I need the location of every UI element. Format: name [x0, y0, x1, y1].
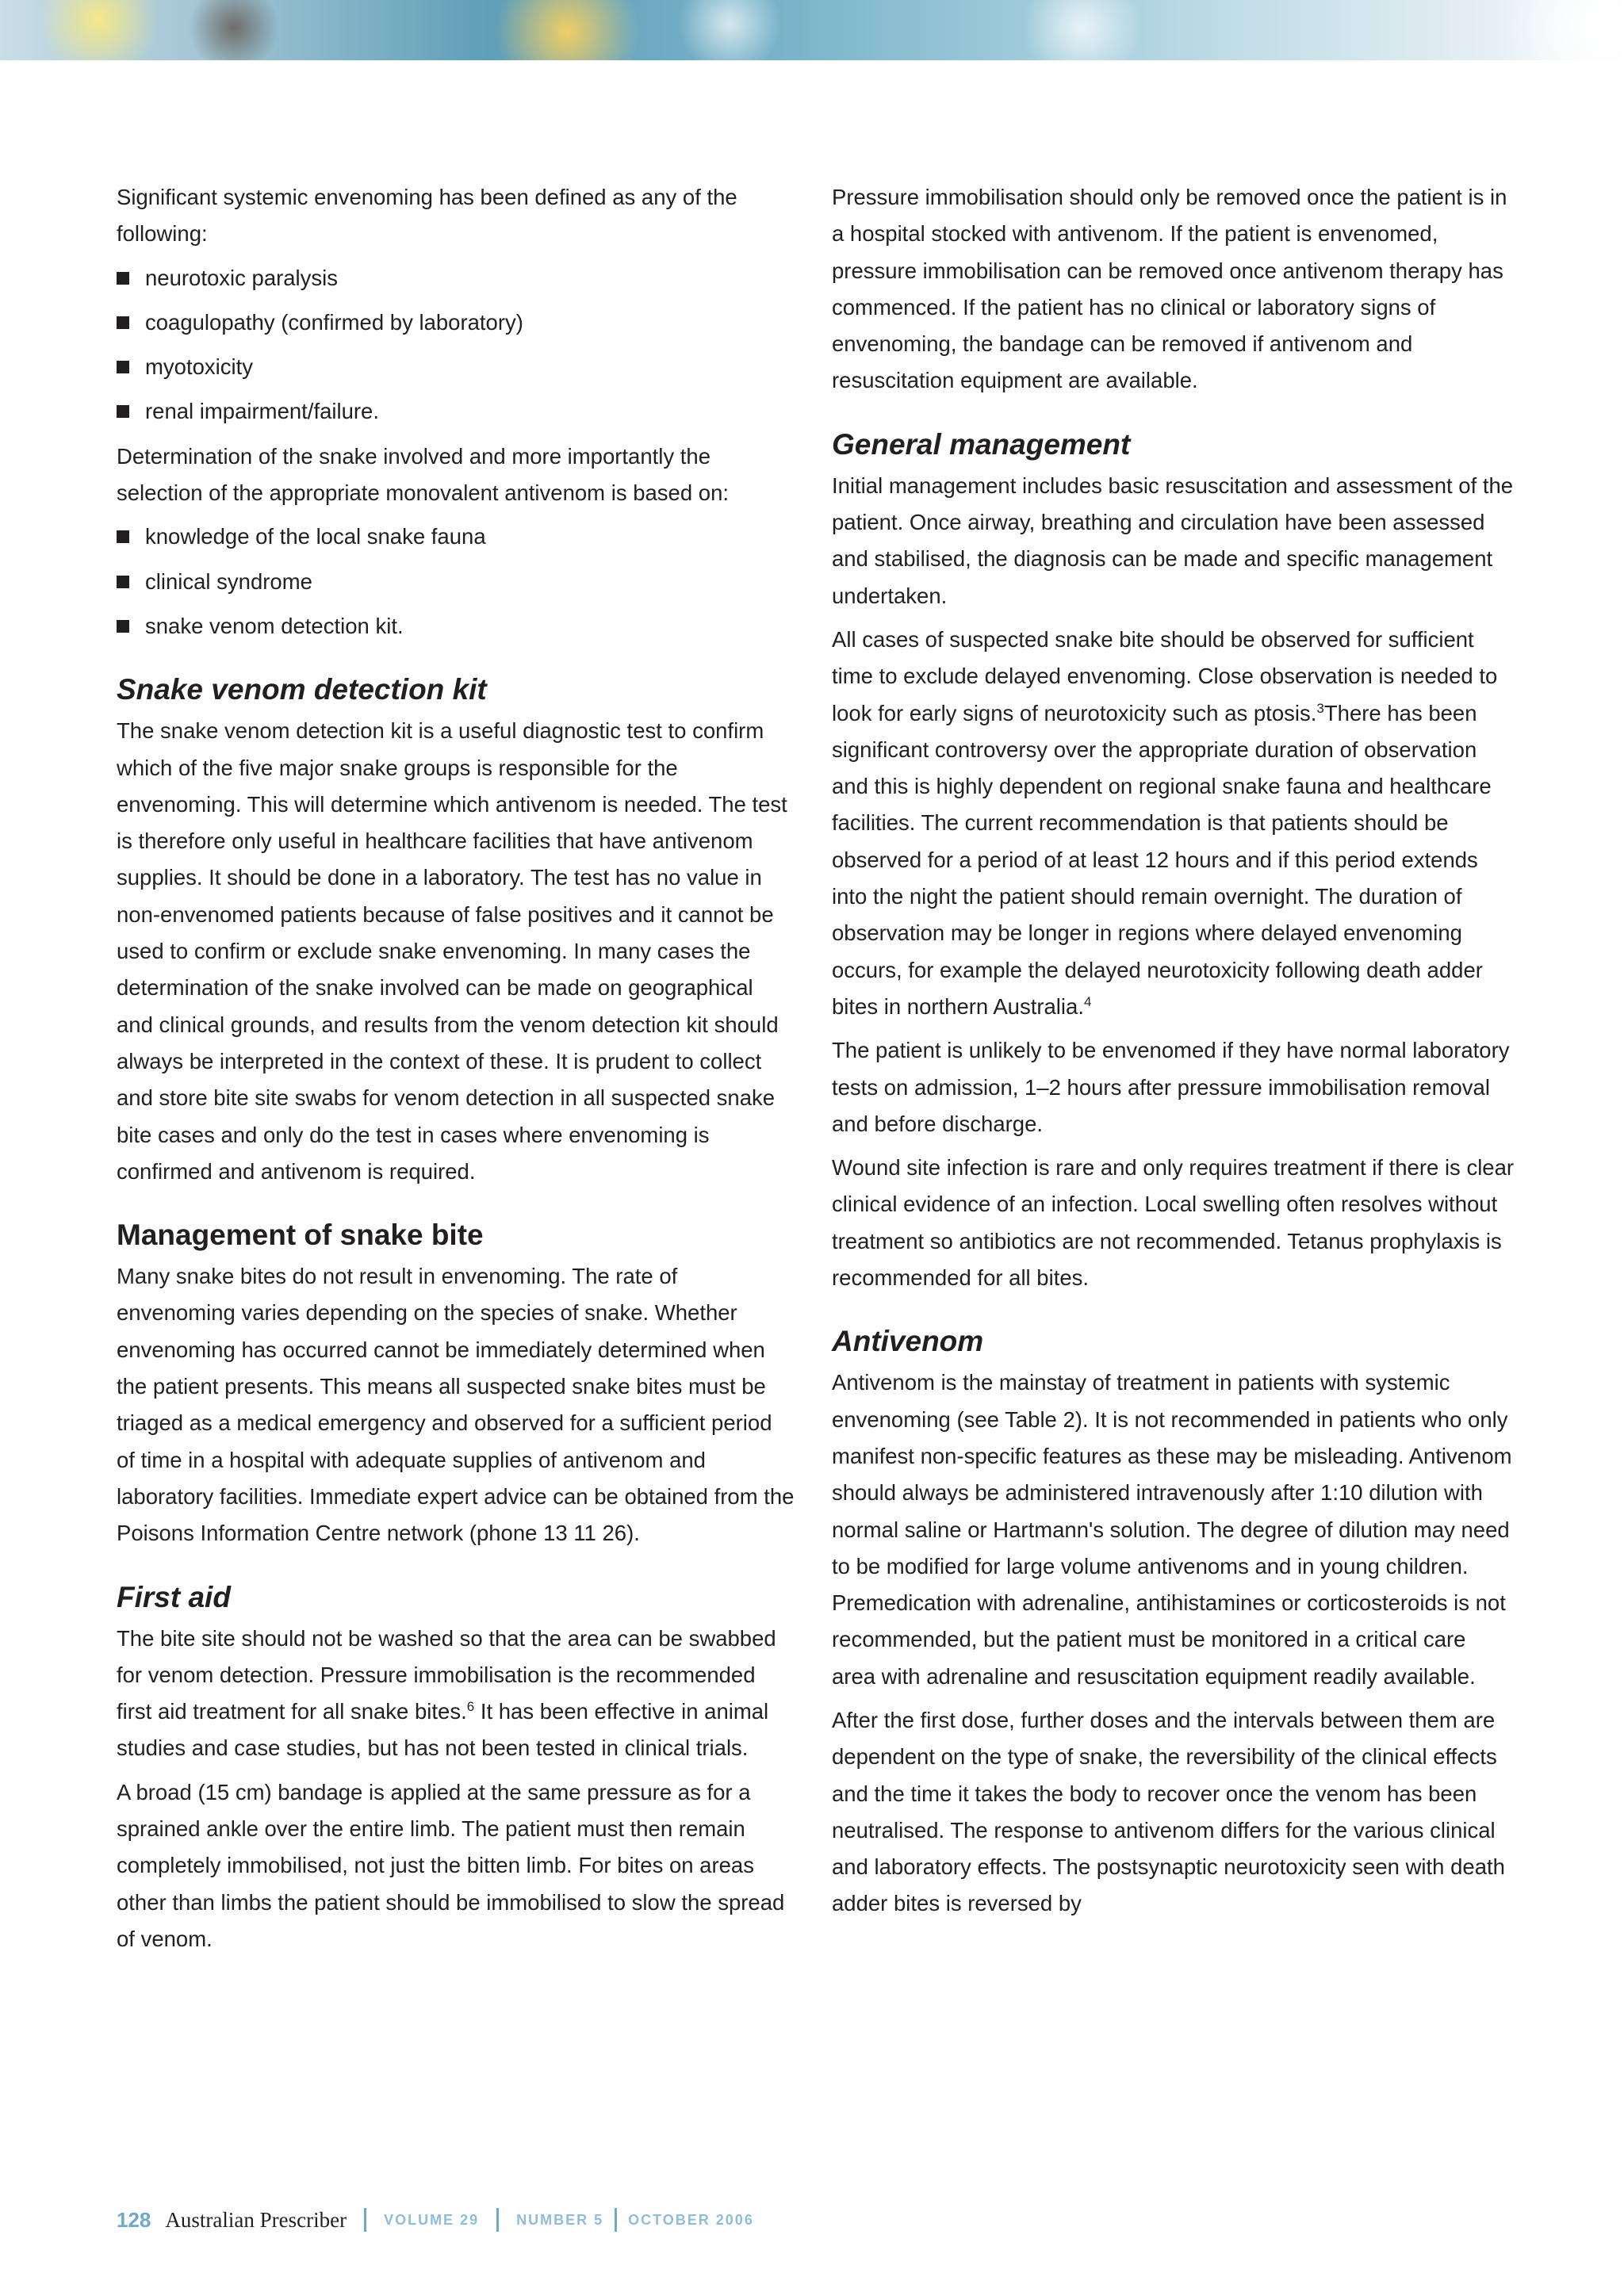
bullet-square-icon — [117, 316, 129, 329]
heading-first-aid: First aid — [117, 1580, 231, 1613]
bullet-square-icon — [117, 405, 129, 418]
heading-management-of-snake-bite: Management of snake bite — [117, 1219, 484, 1252]
issue-number-label: NUMBER 5 — [516, 2211, 604, 2228]
paragraph-unlikely-envenomed: The patient is unlikely to be envenomed if they have normal laboratory tests on admission, 1–2 hours after pressure immobilisation removal and before discharge. — [832, 1038, 1510, 1136]
paragraph-further-doses: After the first dose, further doses and the intervals between them are dependent on the type of snake, the reversibility of the clinical effects and the time it takes the body to recover once the venom has been neutralised. The response to antivenom differs for the various clinical and laboratory effects. The postsynaptic neurotoxicity seen with death adder bites is reversed by — [832, 1707, 1505, 1916]
list-item: renal impairment/failure. — [117, 393, 795, 430]
list-item: clinical syndrome — [117, 564, 795, 600]
banner-highlight — [484, 0, 650, 60]
paragraph-management: Many snake bites do not result in envenoming. The rate of envenoming varies depending on the species of snake. Whether envenoming has occurred cannot be immediately determined when the patient presents. This means all suspected snake bites must be triaged as a medical emergency and observed for a sufficient period of time in a hospital with adequate supplies of antivenom and laboratory facilities. Immediate expert advice can be obtained from the Poisons Information Centre network (phone 13 11 26). — [117, 1264, 795, 1546]
reference-superscript: 6 — [466, 1698, 475, 1714]
paragraph-antivenom: Antivenom is the mainstay of treatment in patients with systemic envenoming (see Table 2). It is not recommended in patients who only manifest non-specific features as these may be misleading. Antivenom should always be administered intravenously after 1:10 dilution with normal saline or Hartmann's solution. The degree of dilution may need to be modified for large volume antivenoms and in young children. Premedication with adrenaline, antihistamines or corticosteroids is not recommended, but the patient must be monitored in a critical care area with adrenaline and resuscitation equipment readily available. — [832, 1370, 1512, 1689]
paragraph-wound-infection: Wound site infection is rare and only requires treatment if there is clear clinical evidence of an infection. Local swelling often resolves without treatment so antibiotics are not recommended. Tetanus prophylaxis is recommended for all bites. — [832, 1155, 1515, 1291]
footer-divider — [496, 2208, 499, 2232]
issue-date-label: OCTOBER 2006 — [628, 2211, 754, 2228]
bullet-square-icon — [117, 361, 129, 373]
left-column — [117, 179, 795, 1965]
banner-highlight — [1491, 0, 1624, 60]
publication-title: Australian Prescriber — [165, 2207, 347, 2232]
list-item: knowledge of the local snake fauna — [117, 519, 795, 555]
list-item: neurotoxic paralysis — [117, 260, 795, 297]
systemic-envenoming-list — [117, 260, 795, 430]
reference-superscript: 4 — [1083, 993, 1092, 1009]
page-footer — [117, 2202, 754, 2237]
banner-highlight — [674, 0, 785, 60]
paragraph-detection-kit: The snake venom detection kit is a useful diagnostic test to confirm which of the five major snake groups is responsible for the envenoming. This will determine which antivenom is needed. The test is therefore only useful in healthcare facilities that have antivenom supplies. It should be done in a laboratory. The test has no value in non-envenomed patients because of false positives and it cannot be used to confirm or exclude snake envenoming. In many cases the determination of the snake involved can be made on geographical and clinical grounds, and results from the venom detection kit should always be interpreted in the context of these. It is prudent to collect and store bite site swabs for venom detection in all suspected snake bite cases and only do the test in cases where envenoming is confirmed and antivenom is required. — [117, 718, 787, 1184]
list-item: snake venom detection kit. — [117, 608, 795, 645]
paragraph-first-aid: The bite site should not be washed so that the area can be swabbed for venom detection. Pressure immobilisation is the recommended first aid treatment for all snake bites.$^6$ It has been effective in animal studies and case studies, but has not been tested in clinical trials. — [117, 1625, 776, 1761]
volume-label: VOLUME 29 — [384, 2211, 480, 2228]
page-number: 128 — [117, 2207, 151, 2232]
reference-superscript: 3 — [1316, 700, 1324, 716]
footer-divider — [615, 2208, 617, 2232]
right-column — [832, 179, 1515, 1930]
list-item: myotoxicity — [117, 349, 795, 385]
heading-antivenom: Antivenom — [832, 1325, 984, 1358]
paragraph-pressure-removal: Pressure immobilisation should only be removed once the patient is in a hospital stocked with antivenom. If the patient is envenomed, pressure immobilisation can be removed once antivenom therapy has commenced. If the patient has no clinical or laboratory signs of envenoming, the bandage can be removed if antivenom and resuscitation equipment are available. — [832, 185, 1507, 393]
paragraph-bandage: A broad (15 cm) bandage is applied at the same pressure as for a sprained ankle over the entire limb. The patient must then remain completely immobilised, not just the bitten limb. For bites on areas other than limbs the patient should be immobilised to slow the spread of venom. — [117, 1779, 785, 1951]
heading-general-management: General management — [832, 427, 1131, 461]
paragraph-initial-management: Initial management includes basic resuscitation and assessment of the patient. Once airway, breathing and circulation have been assessed and stabilised, the diagnosis can be made and specific management undertaken. — [832, 473, 1514, 608]
determination-basis-list — [117, 519, 795, 645]
paragraph-systemic-definition: Significant systemic envenoming has been defined as any of the following: — [117, 185, 737, 247]
heading-snake-venom-detection-kit: Snake venom detection kit — [117, 673, 487, 706]
banner-highlight — [1015, 0, 1150, 60]
paragraph-observation: All cases of suspected snake bite should be observed for sufficient time to exclude delayed envenoming. Close observation is needed to look for early signs of neurotoxicity such as ptosis.$^3$There has been significant controversy over the appropriate duration of observation and this is highly dependent on regional snake fauna and healthcare facilities. The current recommendation is that patients should be observed for a period of at least 12 hours and if this period extends into the night the patient should remain overnight. The duration of observation may be longer in regions where delayed envenoming occurs, for example the delayed neurotoxicity following death adder bites in northern Australia.$^4$ — [832, 626, 1498, 1019]
paragraph-determination: Determination of the snake involved and more importantly the selection of the appropriate monovalent antivenom is based on: — [117, 443, 730, 506]
header-banner-image — [0, 0, 1624, 60]
list-item: coagulopathy (confirmed by laboratory) — [117, 304, 795, 341]
bullet-square-icon — [117, 576, 129, 588]
footer-divider — [364, 2208, 366, 2232]
banner-shadow — [186, 0, 282, 60]
bullet-square-icon — [117, 620, 129, 633]
banner-highlight — [32, 0, 167, 60]
bullet-square-icon — [117, 530, 129, 543]
bullet-square-icon — [117, 272, 129, 285]
